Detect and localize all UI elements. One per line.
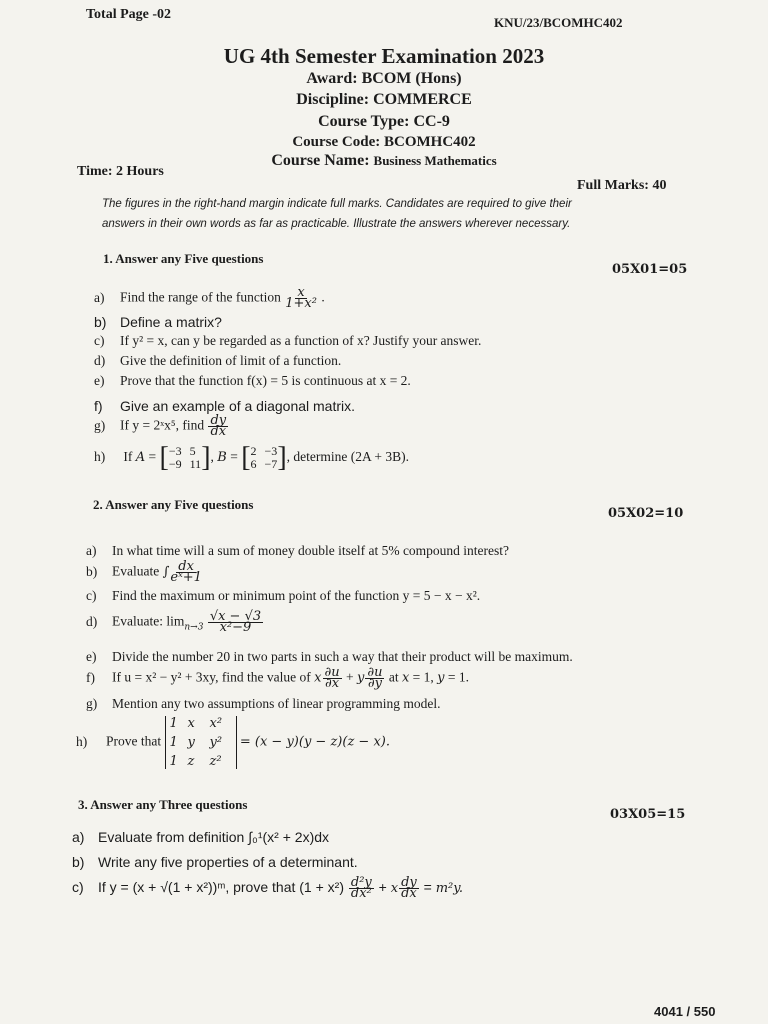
- s3-question-b: [72, 854, 358, 870]
- s2-question-g: [86, 696, 440, 712]
- question-text: Divide the number 20 in two parts in such a way that their product will be maximum.: [112, 649, 573, 664]
- award: Award: BCOM (Hons): [306, 70, 462, 87]
- discipline: Discipline: COMMERCE: [296, 91, 472, 108]
- determinant: 1 x x² 1 y y² 1 z z²: [165, 716, 237, 769]
- s2-question-e: [86, 649, 573, 665]
- s2-question-a: [86, 543, 509, 559]
- question-label: a): [86, 543, 97, 558]
- question-text: Mention any two assumptions of linear programming model.: [112, 696, 441, 711]
- paper-code: KNU/23/BCOMHC402: [494, 15, 623, 30]
- course-type: Course Type: CC-9: [318, 113, 450, 130]
- question-label: a): [72, 829, 85, 845]
- question-text: If y = 2ˣx⁵, find: [120, 417, 205, 433]
- question-text: If y = (x + √(1 + x²))ᵐ, prove that (1 + x²): [98, 879, 344, 896]
- course-code: Course Code: BCOMHC402: [292, 134, 476, 150]
- s1-question-f: [94, 398, 355, 414]
- s1-question-d: [94, 353, 341, 369]
- section2-heading: 2. Answer any Five questions: [93, 497, 254, 512]
- exam-title: UG 4th Semester Examination 2023: [223, 44, 545, 68]
- total-page: Total Page -02: [86, 7, 172, 22]
- question-label: d): [94, 353, 106, 368]
- time: Time: 2 Hours: [77, 164, 164, 179]
- question-text: Evaluate: lim: [112, 613, 185, 629]
- section3-heading: 3. Answer any Three questions: [78, 797, 248, 812]
- question-text: Find the maximum or minimum point of the function y = 5 − x − x².: [112, 588, 481, 603]
- full-marks: Full Marks: 40: [577, 178, 667, 193]
- question-text: If u = x² − y² + 3xy, find the value of: [112, 669, 311, 685]
- question-label: b): [94, 314, 107, 330]
- question-text: Define a matrix?: [120, 314, 222, 330]
- course-name-label: Course Name:: [271, 152, 370, 169]
- s2-question-c: [86, 588, 480, 604]
- question-label: e): [94, 373, 105, 388]
- question-label: b): [86, 563, 98, 579]
- s3-question-a: [72, 829, 329, 845]
- question-label: d): [86, 613, 98, 629]
- question-label: b): [72, 854, 85, 870]
- s2-question-h: h) Prove that 1 x x² 1 y y² 1 z z² = (x − y)(y − z)(z − x).: [76, 716, 390, 769]
- question-label: h): [76, 733, 88, 749]
- s1-question-e: [94, 373, 411, 389]
- s2-question-b: b) Evaluate ∫ $\frac{dx}{\text{eˣ+1}}$: [86, 559, 202, 585]
- question-label: f): [94, 398, 103, 414]
- page-counter: 4041 / 550: [654, 1004, 716, 1019]
- question-text: Evaluate from definition ∫₀¹(x² + 2x)dx: [98, 829, 330, 845]
- question-label: f): [86, 669, 95, 685]
- question-label: g): [94, 417, 106, 433]
- s1-question-b: [94, 314, 222, 330]
- question-label: c): [86, 588, 97, 603]
- s1-question-a: a) Find the range of the function $\frac{x}{\text{1+x²}}$ .: [94, 285, 325, 311]
- question-label: e): [86, 649, 97, 664]
- s1-question-h: h) If A = [ −3 5 −9 11 ] , B = [ 2 −3 6 −7 ] , determine (2A + 3B).: [94, 442, 409, 473]
- question-text: If y² = x, can y be regarded as a function of x? Justify your answer.: [120, 333, 482, 348]
- instructions-line2: answers in their own words as far as practicable. Illustrate the answers wherever necessary.: [102, 218, 571, 230]
- question-text: Give an example of a diagonal matrix.: [120, 398, 356, 414]
- question-label: c): [72, 879, 84, 896]
- matrix-b: [ 2 −3 6 −7 ]: [241, 442, 287, 473]
- question-text: Write any five properties of a determinant.: [98, 854, 358, 870]
- s2-question-d: d) Evaluate: $\lim_{n\to 3}$ $\frac{√x - √3}{\text{x²−9}}$: [86, 609, 262, 635]
- matrix-a: [ −3 5 −9 11 ]: [159, 442, 211, 473]
- section1-marks: 05X01=05: [612, 262, 688, 277]
- question-text: Prove that: [106, 733, 162, 749]
- question-text: Prove that the function f(x) = 5 is continuous at x = 2.: [120, 373, 411, 388]
- question-text: In what time will a sum of money double itself at 5% compound interest?: [112, 543, 510, 558]
- s1-question-g: g) If y = 2ˣx⁵, find $\frac{dy}{dx}$: [94, 413, 227, 439]
- question-text: Evaluate: [112, 563, 160, 579]
- question-text: , determine (2A + 3B).: [286, 449, 409, 465]
- s2-question-f: f) If u = x² − y² + 3xy, find the value of x $\frac{\partial u}{\partial x}$ + y $\frac{\partial u}{\partial y}$ at x = 1, y = 1.: [86, 665, 470, 691]
- question-text: Give the definition of limit of a function.: [120, 353, 342, 368]
- question-label: a): [94, 289, 105, 305]
- question-label: h): [94, 449, 106, 465]
- instructions-line1: The figures in the right-hand margin indicate full marks. Candidates are required to give their: [102, 198, 572, 210]
- s3-question-c: c) If y = (x + √(1 + x²))ᵐ, prove that (1 + x²) $\frac{\text{d²y}}{\text{dx²}}$ + x $\frac{dy}{dx}$ = m²y.: [72, 875, 464, 901]
- section2-marks: 05X02=10: [608, 506, 684, 521]
- question-label: g): [86, 696, 98, 711]
- s1-question-c: [94, 333, 481, 349]
- question-label: c): [94, 333, 105, 348]
- section3-marks: 03X05=15: [610, 807, 686, 822]
- section1-heading: 1. Answer any Five questions: [103, 251, 264, 266]
- course-name-value: Business Mathematics: [373, 153, 497, 168]
- question-text: Find the range of the function: [120, 289, 281, 305]
